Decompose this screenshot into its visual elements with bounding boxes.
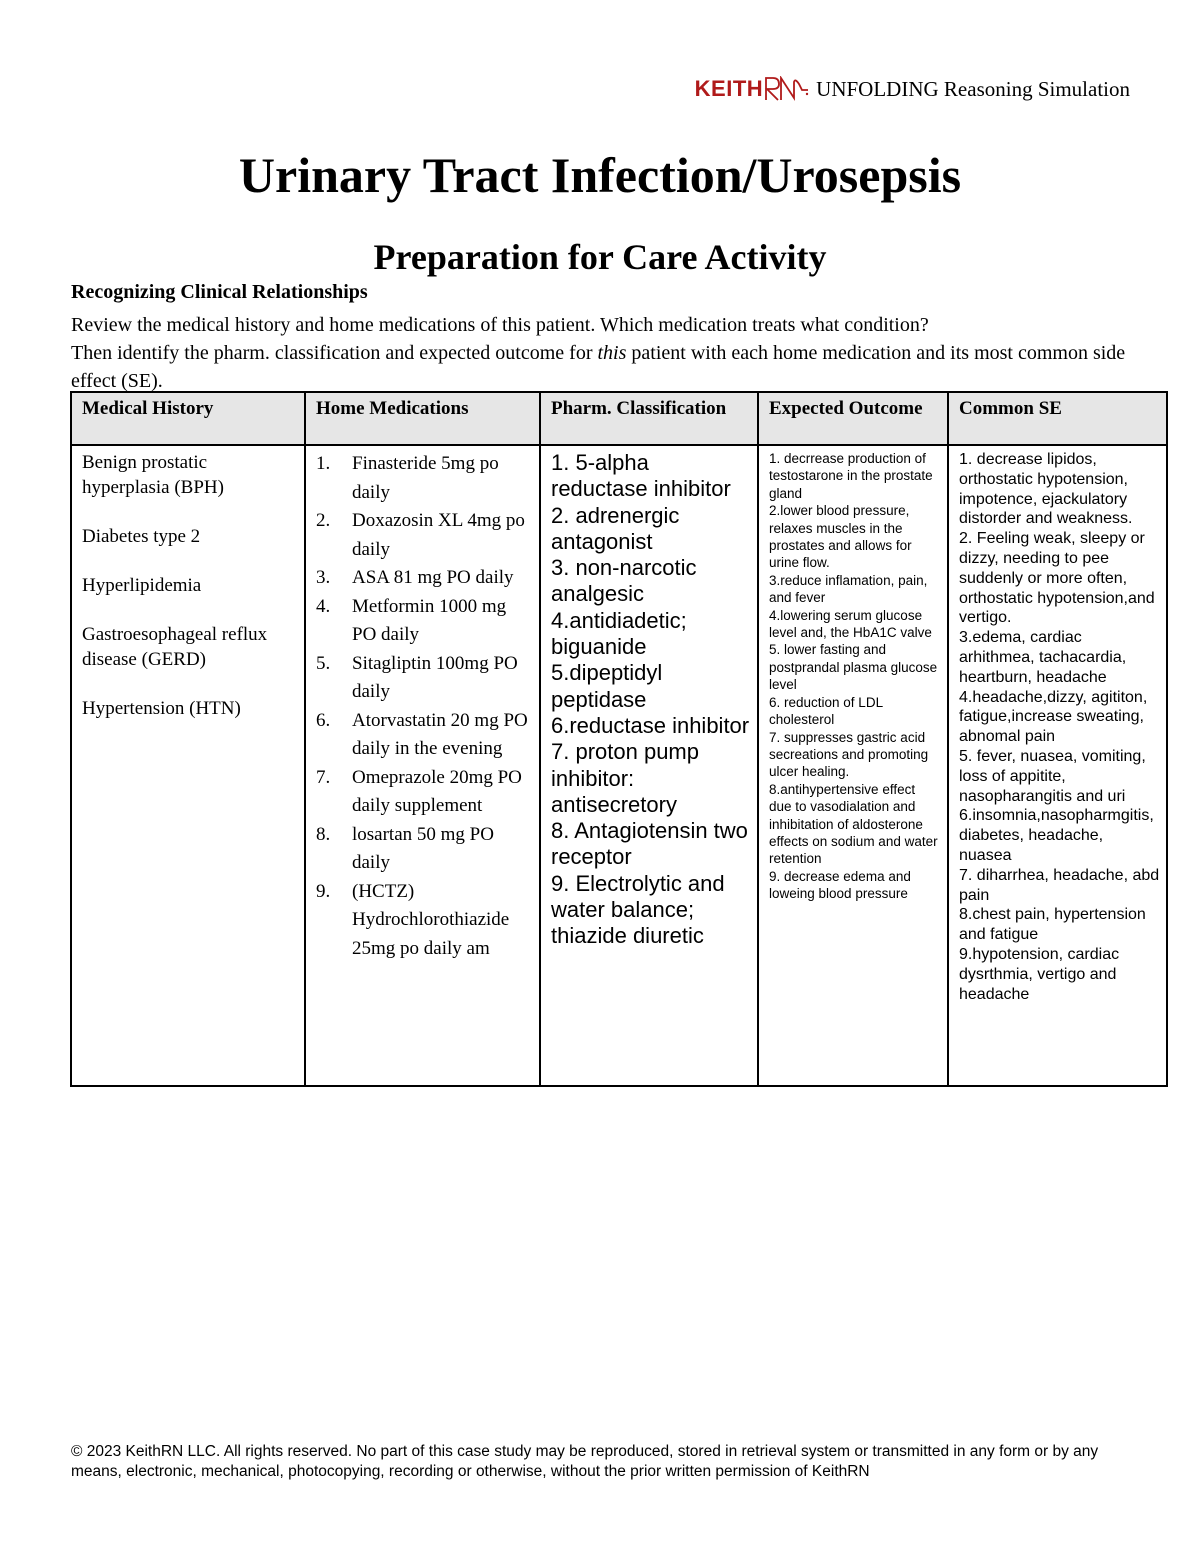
list-item bbox=[316, 707, 533, 764]
outcome-item: 3.reduce inflamation, pain, and fever bbox=[769, 572, 928, 606]
medication-list bbox=[316, 450, 533, 963]
classification-item: 5.dipeptidyl peptidase bbox=[551, 660, 663, 712]
item-number: 8. bbox=[316, 823, 331, 845]
outcome-item: 6. reduction of LDL cholesterol bbox=[769, 694, 883, 728]
copyright-footer: © 2023 KeithRN LLC. All rights reserved. No part of this case study may be reproduced, stored in retrieval system or transmitted in any form or by any means, electronic, mechanical, photocopying, recording or otherwise, without the prior written permission of KeithRN bbox=[71, 1443, 1099, 1480]
outcome-item: 8.antihypertensive effect due to vasodialation and inhibitation of aldosterone effects on sodium and water retention bbox=[769, 781, 938, 867]
item-number: 5. bbox=[316, 652, 331, 674]
header-expected-outcome: Expected Outcome bbox=[758, 392, 948, 445]
care-activity-table bbox=[70, 391, 1168, 1087]
outcome-item: 9. decrease edema and loweing blood pressure bbox=[769, 868, 911, 902]
header-home-medications: Home Medications bbox=[305, 392, 540, 445]
item-number: 9. bbox=[316, 880, 331, 902]
logo-text: KEITH bbox=[694, 76, 764, 101]
se-item: 7. diharrhea, headache, abd pain bbox=[959, 866, 1160, 904]
medication-text: Sitagliptin 100mg PO daily bbox=[352, 652, 518, 702]
history-item: Diabetes type 2 bbox=[82, 526, 201, 547]
keithrn-logo bbox=[695, 76, 811, 102]
header-brand bbox=[695, 76, 1130, 102]
home-medications-cell bbox=[305, 445, 540, 1086]
header-medical-history: Medical History bbox=[71, 392, 305, 445]
medication-text: (HCTZ) Hydrochlorothiazide 25mg po daily am bbox=[352, 880, 510, 959]
list-item bbox=[316, 507, 533, 564]
classification-item: 2. adrenergic antagonist bbox=[551, 502, 680, 554]
medical-history-cell bbox=[71, 445, 305, 1086]
se-item: 6.insomnia,nasopharmgitis, diabetes, headache, nuasea bbox=[959, 807, 1154, 864]
list-item bbox=[316, 878, 533, 964]
se-item: 9.hypotension, cardiac dysrthmia, vertigo and headache bbox=[959, 945, 1120, 1003]
history-item: Gastroesophageal reflux disease (GERD) bbox=[82, 624, 268, 670]
table-header-row bbox=[71, 392, 1167, 445]
rn-logo-icon bbox=[764, 76, 810, 102]
outcome-item: 5. lower fasting and postprandal plasma glucose level bbox=[769, 642, 938, 693]
item-number: 1. bbox=[316, 453, 331, 474]
se-item: 5. fever, nuasea, vomiting, loss of appitite, nasopharangitis and uri bbox=[959, 747, 1146, 805]
se-item: 3.edema, cardiac arhithmea, tachacardia, heartburn, headache bbox=[959, 629, 1127, 686]
simulation-label: UNFOLDING Reasoning Simulation bbox=[816, 77, 1130, 101]
instructions-emphasis: this bbox=[597, 342, 627, 364]
page-subtitle: Preparation for Care Activity bbox=[373, 237, 827, 277]
history-item: Hypertension (HTN) bbox=[82, 698, 241, 719]
header-pharm-classification: Pharm. Classification bbox=[540, 392, 758, 445]
common-se-cell bbox=[948, 445, 1167, 1086]
table-row bbox=[71, 445, 1167, 1086]
list-item bbox=[316, 564, 533, 593]
instructions-line-1: Review the medical history and home medications of this patient. Which medication treats what condition? bbox=[71, 314, 929, 336]
page-title: Urinary Tract Infection/Urosepsis bbox=[238, 147, 962, 203]
item-number: 7. bbox=[316, 766, 331, 788]
classification-item: 8. Antagiotensin two receptor bbox=[551, 818, 748, 870]
item-number: 4. bbox=[316, 595, 331, 617]
list-item bbox=[316, 650, 533, 707]
classification-item: 7. proton pump inhibitor: antisecretory bbox=[551, 739, 699, 817]
list-item bbox=[316, 593, 533, 650]
item-number: 6. bbox=[316, 709, 331, 731]
medication-text: losartan 50 mg PO daily bbox=[352, 823, 494, 873]
list-item bbox=[316, 821, 533, 878]
pharm-classification-cell bbox=[540, 445, 758, 1086]
se-item: 1. decrease lipidos, orthostatic hypotension, impotence, ejackulatory distorder and weakness. bbox=[959, 451, 1133, 528]
classification-item: 4.antidiadetic; biguanide bbox=[551, 607, 687, 660]
outcome-item: 1. decrrease production of testostarone in the prostate gland bbox=[769, 451, 933, 501]
outcome-item: 4.lowering serum glucose level and, the HbA1C valve bbox=[769, 607, 932, 641]
list-item bbox=[316, 764, 533, 821]
list-item bbox=[316, 450, 533, 507]
item-number: 3. bbox=[316, 567, 331, 588]
instructions bbox=[71, 311, 1151, 395]
expected-outcome-cell bbox=[758, 445, 948, 1086]
se-item: 8.chest pain, hypertension and fatigue bbox=[959, 906, 1146, 944]
instructions-line-2-start: Then identify the pharm. classification and expected outcome for bbox=[71, 342, 598, 364]
history-item: Benign prostatic hyperplasia (BPH) bbox=[82, 452, 224, 498]
item-number: 2. bbox=[316, 510, 331, 531]
outcome-item: 7. suppresses gastric acid secreations and promoting ulcer healing. bbox=[769, 729, 929, 780]
medication-text: ASA 81 mg PO daily bbox=[352, 567, 514, 588]
classification-item: 1. 5-alpha reductase inhibitor bbox=[551, 450, 731, 502]
classification-item: 3. non-narcotic analgesic bbox=[551, 555, 697, 607]
se-item: 4.headache,dizzy, agititon, fatigue,increase sweating, abnomal pain bbox=[959, 688, 1148, 746]
medication-text: Atorvastatin 20 mg PO daily in the evening bbox=[352, 709, 528, 759]
outcome-item: 2.lower blood pressure, relaxes muscles in the prostates and allows for urine flow. bbox=[769, 503, 912, 571]
header-common-se: Common SE bbox=[948, 392, 1167, 445]
medication-text: Metformin 1000 mg PO daily bbox=[352, 595, 507, 645]
medication-text: Finasteride 5mg po daily bbox=[352, 453, 499, 503]
history-item: Hyperlipidemia bbox=[82, 575, 202, 596]
se-item: 2. Feeling weak, sleepy or dizzy, needing to pee suddenly or more often, orthostatic hypotension,and vertigo. bbox=[959, 530, 1155, 627]
instructions-line-2-end: patient with each home medication and its most common side effect (SE). bbox=[71, 342, 1126, 392]
medication-text: Omeprazole 20mg PO daily supplement bbox=[352, 766, 522, 816]
medication-text: Doxazosin XL 4mg po daily bbox=[352, 510, 525, 560]
classification-item: 6.reductase inhibitor bbox=[551, 712, 750, 738]
section-title: Recognizing Clinical Relationships bbox=[71, 281, 368, 303]
classification-item: 9. Electrolytic and water balance; thiazide diuretic bbox=[551, 870, 725, 949]
